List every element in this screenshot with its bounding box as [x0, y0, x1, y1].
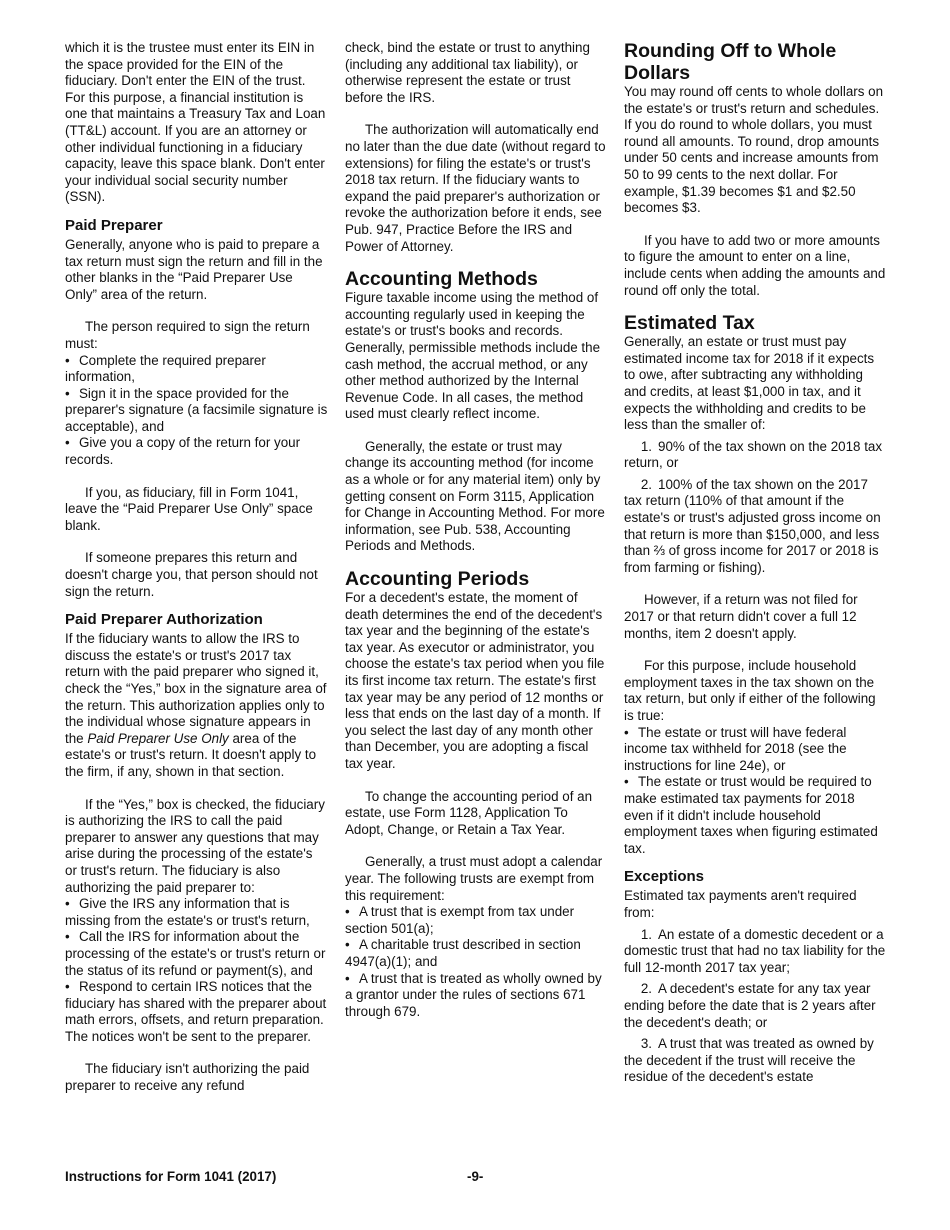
col2-p1: check, bind the estate or trust to anything (including any additional tax liability), or otherwise represent the estate or trust before the IRS. — [345, 40, 590, 105]
col2-p4: Generally, the estate or trust may change its accounting method (for income as a whole or for any material item) only by getting consent on Form 3115, Application for Change in Accounting Method. For more information, see Pub. 538, Accounting Periods and Methods. — [345, 438, 605, 554]
col1-p1: Generally, anyone who is paid to prepare a tax return must sign the return and fill in the other blanks in the “Paid Preparer Use Only” area of the return. — [65, 236, 323, 302]
list-item: 2. A decedent's estate for any tax year ending before the date that is 2 years after the decedent's death; or — [624, 981, 876, 1030]
col3-p3: Generally, an estate or trust must pay estimated income tax for 2018 if it expects to owe, after subtracting any withholding and credits, at least $1,000 in tax, and it expects the withholding and credits to be less than the smaller of: — [624, 334, 875, 433]
col1-p2: The person required to sign the return must: — [65, 319, 310, 351]
col1-p7: The fiduciary isn't authorizing the paid preparer to receive any refund — [65, 1061, 310, 1094]
bullet-icon: • — [345, 970, 350, 986]
col2-bullets — [345, 904, 608, 1020]
bullet-icon: • — [345, 937, 350, 953]
column-3 — [624, 40, 886, 1086]
page-number: -9- — [467, 1169, 484, 1184]
col3-p5: For this purpose, include household employment taxes in the tax shown on the tax return, but only if either of the following is true: — [624, 658, 876, 723]
col2-p6: To change the accounting period of an estate, use Form 1128, Application To Adopt, Change, or Retain a Tax Year. — [345, 788, 593, 837]
col3-p4: However, if a return was not filed for 2017 or that return didn't cover a full 12 months, item 2 doesn't apply. — [624, 592, 858, 641]
bullet-icon: • — [65, 979, 70, 995]
bullet-icon: • — [624, 774, 629, 790]
col2-p3: Figure taxable income using the method of accounting regularly used in keeping the estate's or trust's books and records. Generally, permissible methods include the cash method, the accrual method, or any other method authorized by the Internal Revenue Code. In all cases, the method used must clearly reflect income. — [345, 290, 601, 422]
column-1 — [65, 40, 328, 1095]
list-item: • Respond to certain IRS notices that the fiduciary has shared with the preparer about math errors, offsets, and return preparation. The notices won't be sent to the preparer. — [65, 979, 327, 1044]
list-item: • The estate or trust would be required to make estimated tax payments for 2018 even if it didn't include household employment taxes when figuring estimated tax. — [624, 774, 878, 856]
list-item: 1. 90% of the tax shown on the 2018 tax return, or — [624, 438, 883, 471]
list-item: • Call the IRS for information about the processing of the estate's or trust's return or the status of its refund or payment(s), and — [65, 929, 326, 978]
bullet-icon: • — [65, 385, 70, 401]
heading-accounting-methods: Accounting Methods — [345, 268, 538, 291]
list-item: • Give the IRS any information that is missing from the estate's or trust's return, — [65, 896, 310, 928]
heading-estimated-tax: Estimated Tax — [624, 312, 755, 335]
list-item: • A charitable trust described in section 4947(a)(1); and — [345, 937, 581, 969]
col3-p2: If you have to add two or more amounts to figure the amount to enter on a line, include cents when adding the amounts and round off only the total. — [624, 232, 886, 298]
col1-bullets1 — [65, 353, 328, 469]
col1-p4: If someone prepares this return and doesn't charge you, that person should not sign the return. — [65, 550, 318, 599]
col3-p6: Estimated tax payments aren't required from: — [624, 888, 857, 920]
col1-bullets2 — [65, 896, 328, 1045]
heading-paid-preparer: Paid Preparer — [65, 216, 163, 234]
list-item: 1. An estate of a domestic decedent or a domestic trust that had no tax liability for the full 12-month 2017 tax year; — [624, 926, 886, 975]
heading-paid-preparer-authorization: Paid Preparer Authorization — [65, 611, 263, 629]
col1-intro: which it is the trustee must enter its EIN in the space provided for the EIN of the fiduciary. Don't enter the EIN of the trust. For this purpose, a financial institution is one that maintains a Treasury Tax and Loan (TT&L) account. If you are an attorney or other individual functioning in a fiduciary capacity, leave this space blank. Don't enter your individual social security number (SSN). — [65, 40, 326, 205]
col3-items1 — [624, 439, 886, 577]
list-item: • Sign it in the space provided for the preparer's signature (a facsimile signature is acceptable), and — [65, 385, 328, 434]
list-item: 2. 100% of the tax shown on the 2017 tax return (110% of that amount if the estate's or trust's adjusted gross income on that return is more than $150,000, and less than ⅔ of gross income for 2017 or 2018 is from farming or fishing). — [624, 476, 881, 575]
col3-p1: You may round off cents to whole dollars on the estate's or trust's return and schedules. If you do round to whole dollars, you must round all amounts. To round, drop amounts under 50 cents and increase amounts from 50 to 99 cents to the next dollar. For example, $1.39 becomes $1 and $2.50 becomes $3. — [624, 84, 884, 216]
heading-exceptions: Exceptions — [624, 868, 705, 886]
list-item: • Give you a copy of the return for your records. — [65, 435, 301, 468]
bullet-icon: • — [65, 435, 70, 451]
bullet-icon: • — [345, 904, 350, 920]
heading-accounting-periods: Accounting Periods — [345, 568, 530, 591]
list-item: • A trust that is treated as wholly owned by a grantor under the rules of sections 671 through 679. — [345, 970, 602, 1019]
list-item: • A trust that is exempt from tax under section 501(a); — [345, 904, 575, 936]
bullet-icon: • — [624, 724, 629, 740]
bullet-icon: • — [65, 352, 70, 368]
bullet-icon: • — [65, 896, 70, 912]
list-item: 3. A trust that was treated as owned by the decedent if the trust will receive the residue of the decedent's estate — [624, 1036, 874, 1085]
bullet-icon: • — [65, 929, 70, 945]
col3-bullets — [624, 725, 886, 858]
list-item: • The estate or trust will have federal income tax withheld for 2018 (see the instructions for line 24e), or — [624, 724, 847, 773]
col3-items2 — [624, 927, 886, 1086]
list-item: • Complete the required preparer information, — [65, 352, 266, 385]
col1-p6: If the “Yes,” box is checked, the fiduciary is authorizing the IRS to call the paid preparer to answer any questions that may arise during the processing of the estate's or trust's return. The fiduciary is also authorizing the paid preparer to: — [65, 796, 325, 895]
col1-p5: If the fiduciary wants to allow the IRS to discuss the estate's or trust's 2017 tax return with the paid preparer who signed it, check the “Yes,” box in the signature area of the return. This authorization applies only to the individual whose signature appears in the Paid Preparer Use Only area of the estate's or trust's return. It doesn't apply to the firm, if any, shown in that section. — [65, 631, 327, 779]
col2-p7: Generally, a trust must adopt a calendar year. The following trusts are exempt from this requirement: — [345, 854, 603, 903]
col1-p3: If you, as fiduciary, fill in Form 1041, leave the “Paid Preparer Use Only” space blank. — [65, 484, 313, 533]
col2-p2: The authorization will automatically end no later than the due date (without regard to extensions) for filing the estate's or trust's 2018 tax return. If the fiduciary wants to expand the paid preparer's authorization or revoke the authorization before it ends, see Pub. 947, Practice Before the IRS and Power of Attorney. — [345, 122, 606, 254]
heading-rounding: Rounding Off to Whole Dollars — [624, 40, 837, 84]
col2-p5: For a decedent's estate, the moment of death determines the end of the decedent's tax year and the beginning of the estate's tax year. As executor or administrator, you choose the estate's tax period when you file its first income tax return. The estate's first tax year may be any period of 12 months or less that ends on the last day of a month. If you select the last day of any month other than December, you are adopting a fiscal tax year. — [345, 590, 605, 771]
footer-form-title: Instructions for Form 1041 (2017) — [65, 1169, 277, 1184]
column-2 — [345, 40, 608, 1020]
